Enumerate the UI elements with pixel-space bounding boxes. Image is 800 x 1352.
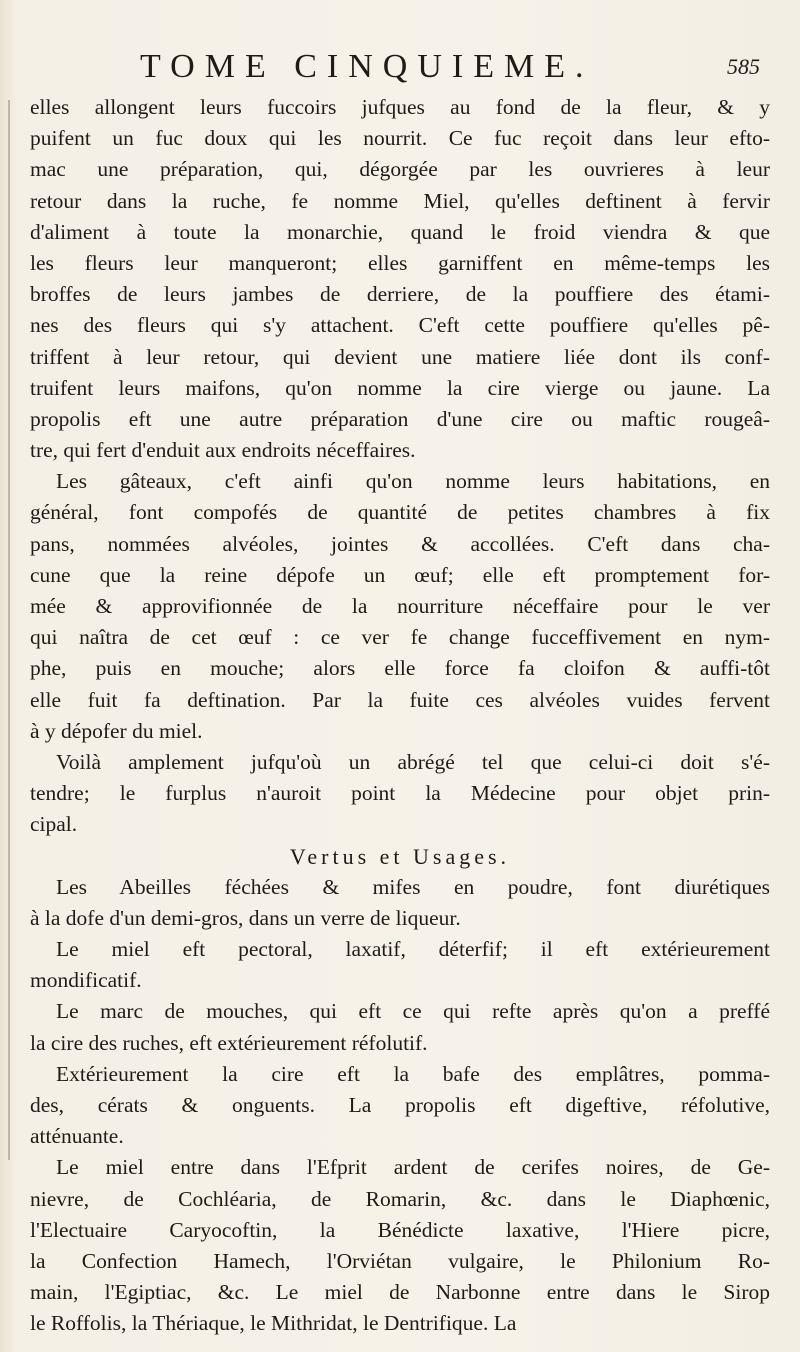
text-line: mac une préparation, qui, dégorgée par les ouvrieres à leur	[30, 157, 770, 182]
text-line: la Confection Hamech, l'Orviétan vulgaire, le Philonium Ro-	[30, 1248, 770, 1273]
page-text	[30, 92, 770, 1340]
text-line: général, font compofés de quantité de petites chambres à fix	[30, 500, 770, 525]
page-number: 585	[727, 54, 760, 79]
text-line: les fleurs leur manqueront; elles garniffent en même-temps les	[30, 250, 770, 275]
text-line: broffes de leurs jambes de derriere, de la pouffiere des étami-	[30, 282, 770, 307]
text-line: phe, puis en mouche; alors elle force fa cloifon & auffi-tôt	[30, 656, 770, 681]
text-line: cipal.	[30, 812, 78, 837]
text-line: pans, nommées alvéoles, jointes & accollées. C'eft dans cha-	[30, 531, 770, 556]
text-line: elles allongent leurs fuccoirs jufques au fond de la fleur, & y	[30, 95, 770, 119]
text-line: tendre; le furplus n'auroit point la Médecine pour objet prin-	[30, 781, 770, 806]
text-line: truifent leurs maifons, qu'on nomme la cire vierge ou jaune. La	[30, 375, 770, 400]
section-heading: Vertus et Usages.	[289, 843, 511, 869]
text-line: retour dans la ruche, fe nomme Miel, qu'elles deftinent à fervir	[30, 188, 770, 213]
text-line: d'aliment à toute la monarchie, quand le froid viendra & que	[30, 219, 770, 244]
text-line: nievre, de Cochléaria, de Romarin, &c. dans le Diaphœnic,	[30, 1186, 770, 1211]
text-line: main, l'Egiptiac, &c. Le miel de Narbonne entre dans le Sirop	[30, 1280, 770, 1305]
text-line: cune que la reine dépofe un œuf; elle eft promptement for-	[30, 562, 770, 587]
text-line: Les Abeilles féchées & mifes en poudre, font diurétiques	[56, 874, 770, 899]
text-line: propolis eft une autre préparation d'une cire ou maftic rougeâ-	[30, 406, 770, 431]
page-gutter-edge	[8, 100, 10, 1160]
text-line: mée & approvifionnée de la nourriture néceffaire pour le ver	[30, 594, 770, 618]
text-line: Les gâteaux, c'eft ainfi qu'on nomme leurs habitations, en	[56, 469, 770, 494]
running-title: TOME CINQUIEME.	[140, 48, 594, 85]
text-line: à la dofe d'un demi-gros, dans un verre de liqueur.	[30, 905, 461, 930]
text-line: Le miel entre dans l'Efprit ardent de cerifes noires, de Ge-	[56, 1155, 770, 1180]
text-line: Voilà amplement jufqu'où un abrégé tel que celui-ci doit s'é-	[56, 749, 770, 774]
text-line: mondificatif.	[30, 968, 142, 993]
text-line: nes des fleurs qui s'y attachent. C'eft cette pouffiere qu'elles pê-	[30, 313, 770, 338]
text-line: tre, qui fert d'enduit aux endroits néceffaires.	[30, 438, 416, 463]
running-header	[140, 48, 760, 88]
text-line: l'Electuaire Caryocoftin, la Bénédicte laxative, l'Hiere picre,	[30, 1217, 770, 1242]
text-line: le Roffolis, la Thériaque, le Mithridat, le Dentrifique. La	[30, 1311, 517, 1336]
text-line: atténuante.	[30, 1124, 124, 1149]
text-line: elle fuit fa deftination. Par la fuite ces alvéoles vuides fervent	[30, 687, 770, 712]
text-line: la cire des ruches, eft extérieurement réfolutif.	[30, 1030, 428, 1055]
text-line: triffent à leur retour, qui devient une matiere liée dont ils conf-	[30, 344, 770, 369]
text-line: puifent un fuc doux qui les nourrit. Ce fuc reçoit dans leur efto-	[30, 126, 770, 151]
text-line: qui naîtra de cet œuf : ce ver fe change fucceffivement en nym-	[30, 625, 770, 650]
text-line: à y dépofer du miel.	[30, 718, 203, 743]
text-line: des, cérats & onguents. La propolis eft digeftive, réfolutive,	[30, 1093, 770, 1117]
text-line: Extérieurement la cire eft la bafe des emplâtres, pomma-	[56, 1061, 770, 1086]
text-line: Le miel eft pectoral, laxatif, déterfif; il eft extérieurement	[56, 937, 770, 962]
text-line: Le marc de mouches, qui eft ce qui refte après qu'on a preffé	[56, 999, 770, 1024]
